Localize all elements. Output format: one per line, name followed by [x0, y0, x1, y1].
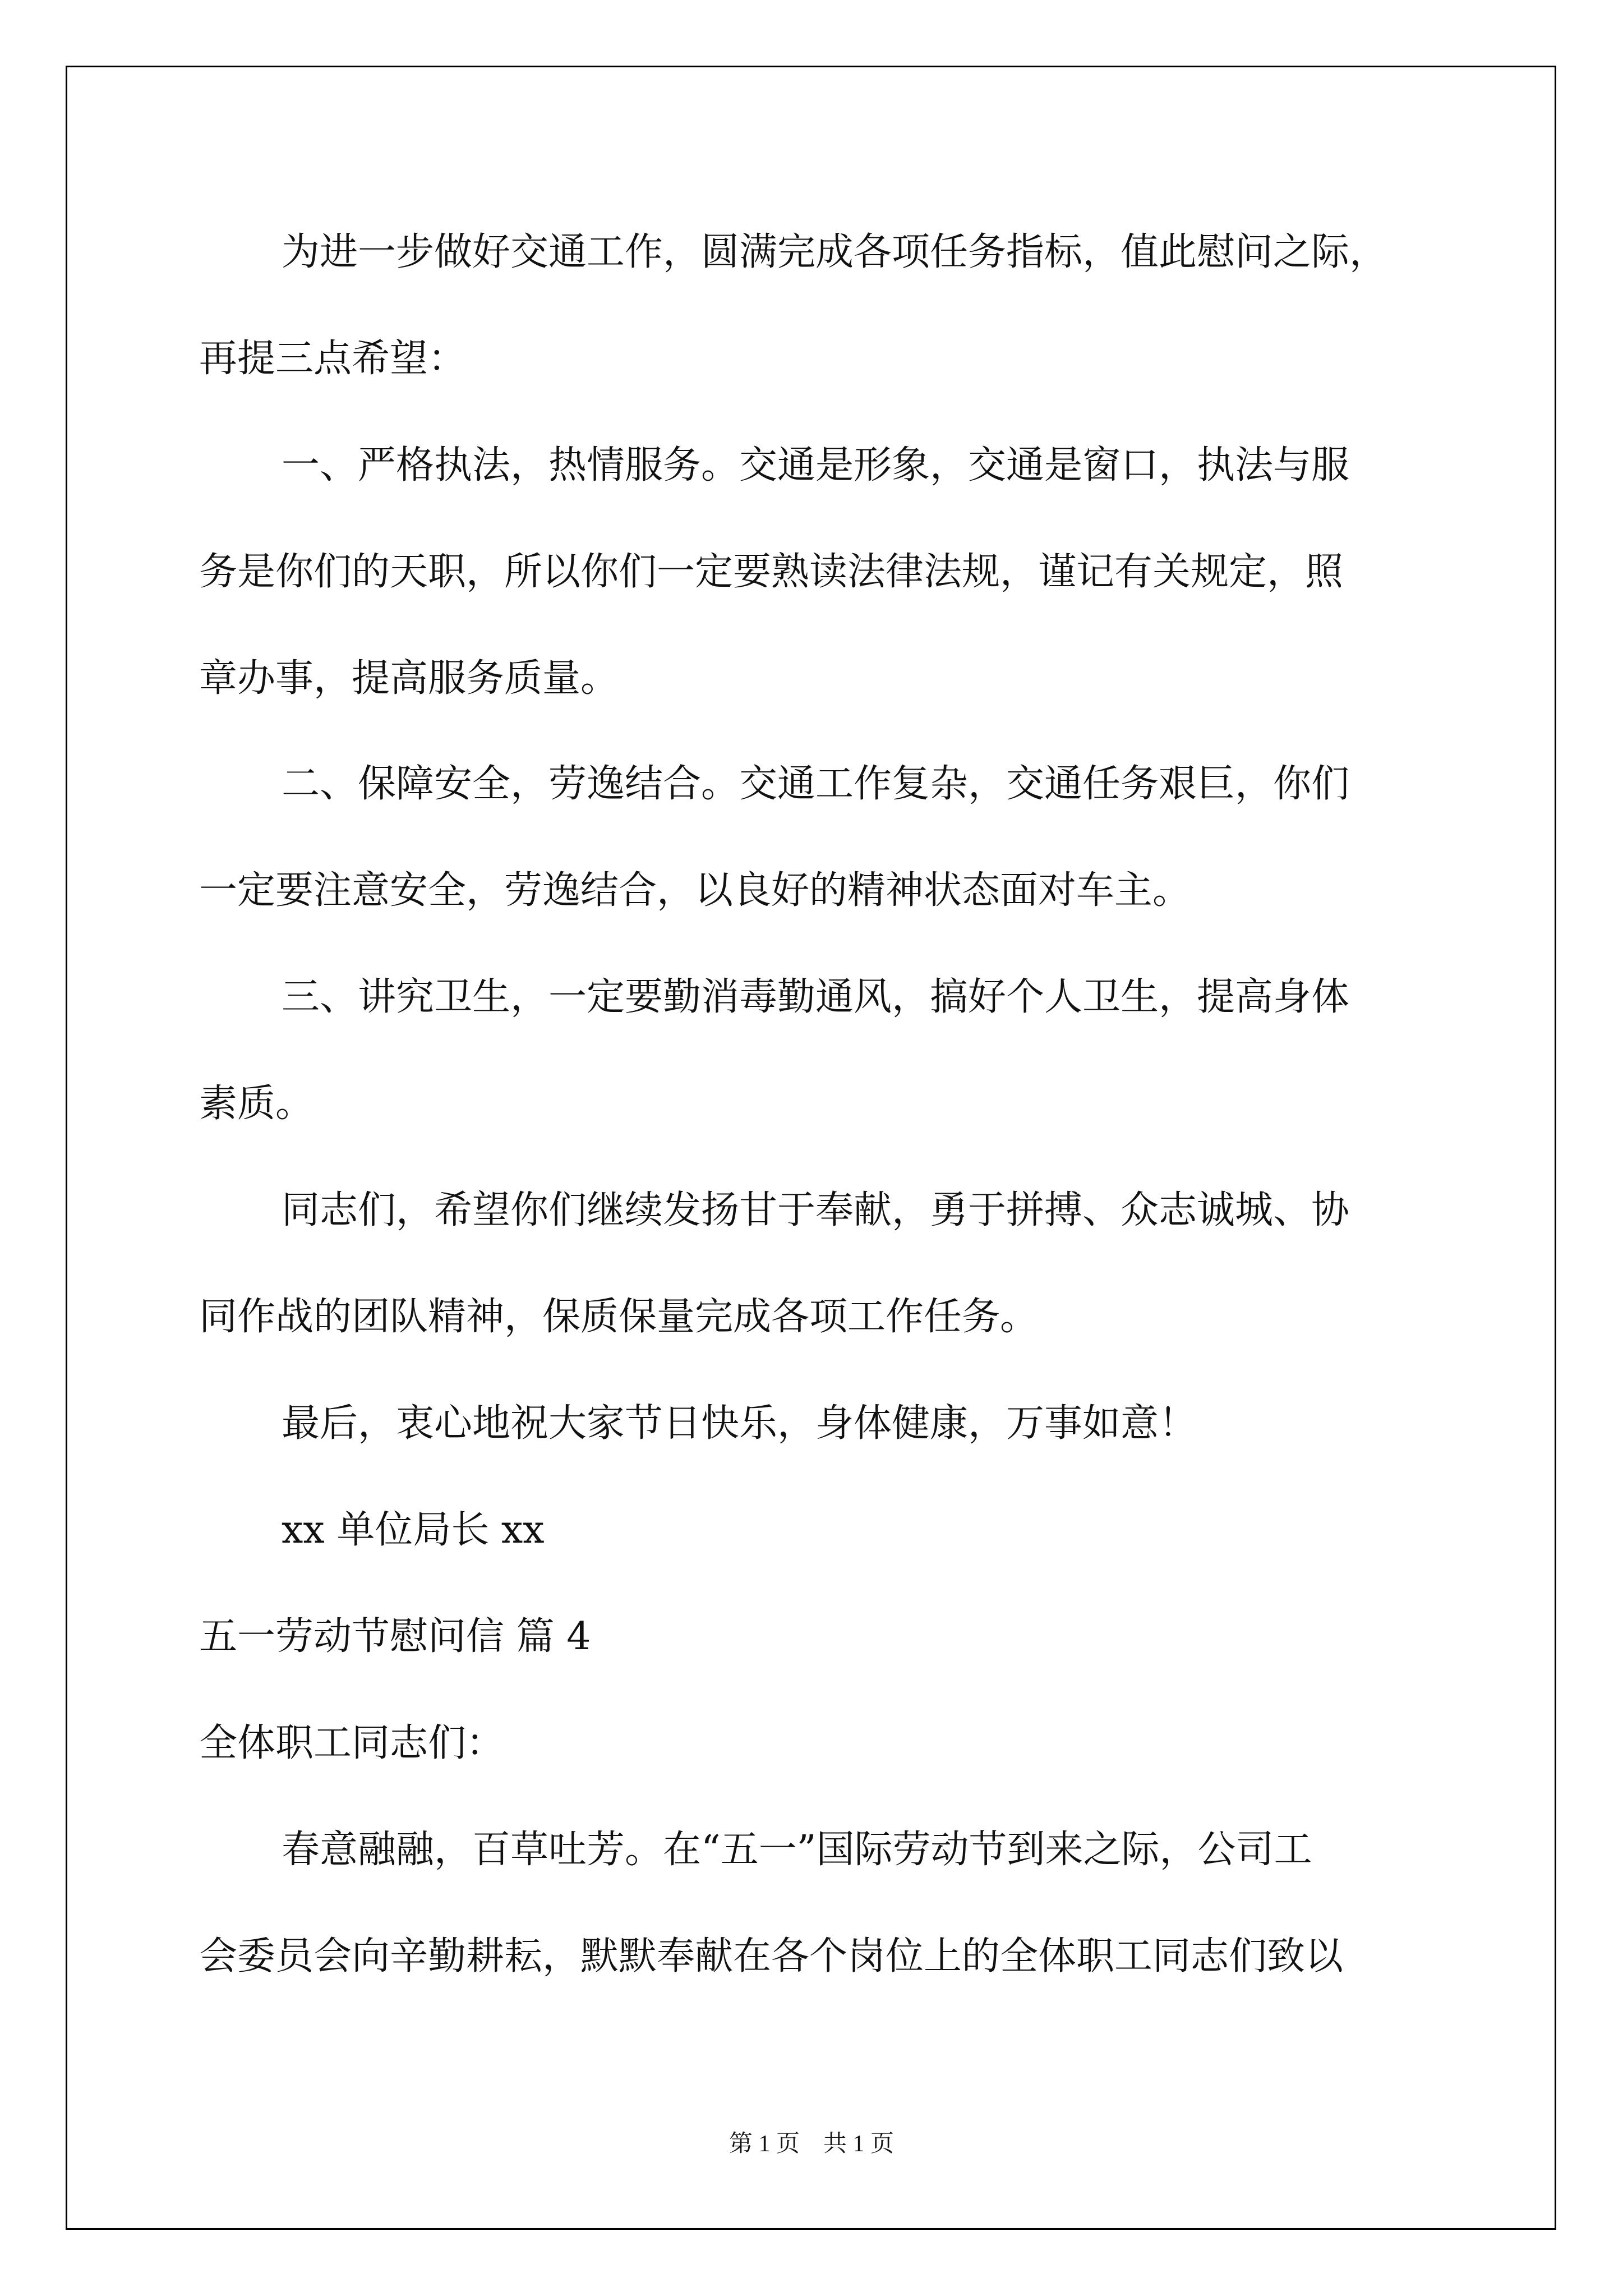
paragraph-line: 为进一步做好交通工作，圆满完成各项任务指标，值此慰问之际， [282, 230, 1388, 274]
paragraph-line: 务是你们的天职，所以你们一定要熟读法律法规，谨记有关规定，照 [199, 550, 1344, 594]
paragraph-line: 二、保障安全，劳逸结合。交通工作复杂，交通任务艰巨，你们 [282, 762, 1350, 806]
paragraph-line: 一、严格执法，热情服务。交通是形象，交通是窗口，执法与服 [282, 443, 1350, 487]
page-number-footer: 第 1 页 共 1 页 [728, 2131, 894, 2157]
paragraph-line: 会委员会向辛勤耕耘，默默奉献在各个岗位上的全体职工同志们致以 [199, 1934, 1344, 1978]
salutation: 全体职工同志们： [199, 1721, 505, 1765]
paragraph-line: 再提三点希望： [199, 337, 467, 381]
signature-line: xx 单位局长 xx [282, 1508, 545, 1552]
paragraph-line: 章办事，提高服务质量。 [199, 656, 619, 701]
paragraph-line: 一定要注意安全，劳逸结合，以良好的精神状态面对车主。 [199, 868, 1191, 913]
paragraph-line: 素质。 [199, 1082, 314, 1126]
section-heading: 五一劳动节慰问信 篇 4 [199, 1614, 591, 1659]
paragraph-line: 三、讲究卫生，一定要勤消毒勤通风，搞好个人卫生，提高身体 [282, 975, 1350, 1019]
paragraph-line: 最后，衷心地祝大家节日快乐，身体健康，万事如意！ [282, 1401, 1197, 1446]
paragraph-line: 同作战的团队精神，保质保量完成各项工作任务。 [199, 1295, 1039, 1339]
paragraph-line: 春意融融，百草吐芳。在“五一”国际劳动节到来之际，公司工 [282, 1828, 1312, 1872]
paragraph-line: 同志们，希望你们继续发扬甘于奉献，勇于拼搏、众志诚城、协 [282, 1188, 1350, 1232]
page-frame [66, 66, 1556, 2230]
